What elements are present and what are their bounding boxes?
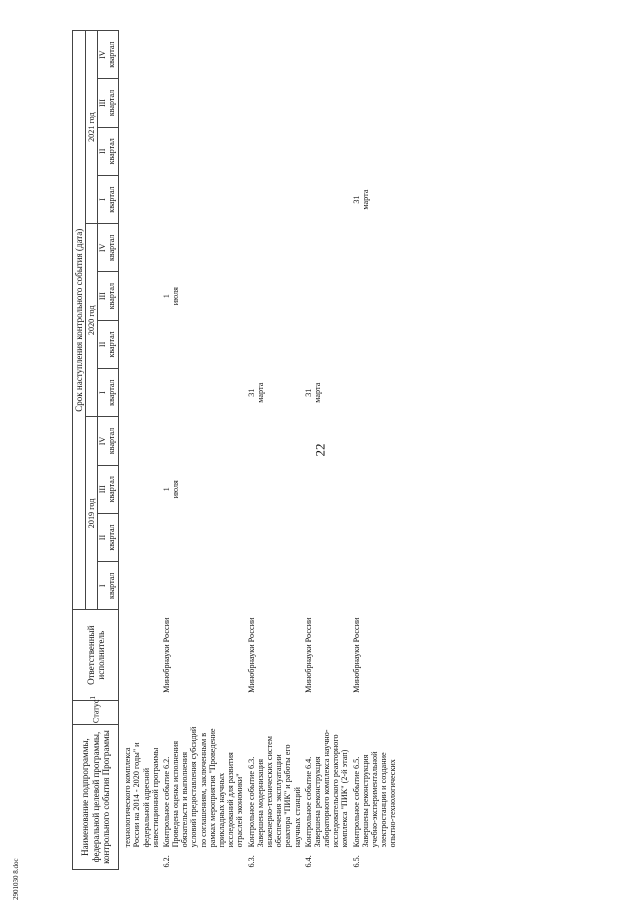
date-cell [161,320,246,368]
date-cell [303,175,351,223]
date-cell [351,562,399,610]
date-cell [303,31,351,79]
date-cell [119,513,161,561]
header-quarter: III квартал [98,465,119,513]
table-row [303,31,351,870]
date-cell [161,369,246,417]
date-cell [303,272,351,320]
header-quarter: IV квартал [98,417,119,465]
row-number: 6.3. [246,855,256,868]
control-events-table [72,30,399,870]
responsible-cell: Минобрнауки России [246,617,256,693]
date-cell: 1 июля [161,287,181,306]
date-cell [161,562,246,610]
date-cell: 31 марта [351,189,370,210]
header-quarter: I квартал [98,369,119,417]
date-cell [303,79,351,127]
date-cell [351,127,399,175]
date-cell [119,79,161,127]
date-cell [119,369,161,417]
date-cell [161,127,246,175]
header-responsible: Ответственный исполнитель [73,610,119,701]
date-cell [351,79,399,127]
date-cell [351,465,399,513]
responsible-cell [119,610,161,701]
header-quarter: IV квартал [98,224,119,272]
date-cell [119,272,161,320]
date-cell [246,31,303,79]
table-row [119,31,161,870]
header-quarter: II квартал [98,320,119,368]
date-cell [161,417,246,465]
responsible-cell: Минобрнауки России [351,617,361,693]
date-cell [246,79,303,127]
header-quarter: II квартал [98,513,119,561]
date-cell [161,513,246,561]
date-cell [351,320,399,368]
header-quarter: I квартал [98,562,119,610]
responsible-cell: Минобрнауки России [161,617,171,693]
header-year-2019: 2019 год [86,417,98,610]
date-cell [303,465,351,513]
date-cell [351,417,399,465]
status-cell [303,701,351,725]
header-quarter: III квартал [98,272,119,320]
header-status: Статус$^1$ [73,701,119,725]
table-row [161,31,246,870]
header-quarter: III квартал [98,79,119,127]
status-cell [161,701,246,725]
date-cell [119,224,161,272]
date-cell: 31 марта [303,382,322,403]
date-cell [246,175,303,223]
status-cell [246,701,303,725]
event-description: Контрольное событие 6.4. Завершена реконструкция лабораторного комплекса научно-исследовательского реакторного комплекса "ПИК" (2-й этап) [303,729,350,848]
date-cell [246,465,303,513]
date-cell [119,417,161,465]
date-cell [351,369,399,417]
table-row [351,31,399,870]
date-cell [246,320,303,368]
date-cell [246,562,303,610]
event-description: Контрольное событие 6.5. Завершены реконструкция учебно-экспериментальной электростанции и создание опытно-технологических [351,751,398,848]
date-cell [246,417,303,465]
header-deadline: Срок наступления контрольного события (дата) [73,31,86,610]
status-cell [119,701,161,725]
status-cell [351,701,399,725]
date-cell [119,320,161,368]
date-cell [119,31,161,79]
date-cell [303,417,351,465]
header-quarter: I квартал [98,175,119,223]
event-description: Контрольное событие 6.3. Завершена модернизация инженерно-технических систем обеспечения эксплуатации реактора "ПИК" и работы его научных станций [246,736,302,848]
header-name: Наименование подпрограммы, федеральной целевой программы, контрольного события Программы [73,725,119,870]
rotated-table-container [72,30,502,870]
date-cell [351,224,399,272]
date-cell [351,31,399,79]
header-year-2021: 2021 год [86,31,98,224]
date-cell [119,562,161,610]
date-cell [161,224,246,272]
date-cell [303,320,351,368]
date-cell [161,31,246,79]
footer-filename: 2901030 8.doc [12,858,20,900]
row-number: 6.4. [303,855,313,868]
event-description: Контрольное событие 6.2. Проведена оценка исполнения обязательств и выполнения условий предоставления субсидий по соглашениям, заключенным в рамках мероприятия "Проведение прикладных научных исследований для развития отраслей экономики" [161,726,245,848]
date-cell [161,175,246,223]
date-cell [119,465,161,513]
header-year-2020: 2020 год [86,224,98,417]
date-cell [303,127,351,175]
date-cell [161,79,246,127]
responsible-cell: Минобрнауки России [303,617,313,693]
event-description: технологического комплекса России на 2014 - 2020 годы" и федеральной адресной инвестиционной программы [123,742,160,848]
date-cell: 31 марта [246,382,265,403]
date-cell [303,562,351,610]
date-cell [246,224,303,272]
date-cell [119,175,161,223]
date-cell [246,513,303,561]
table-row [246,31,303,870]
date-cell [351,272,399,320]
date-cell: 1 июля [161,480,181,499]
date-cell [246,127,303,175]
date-cell [119,127,161,175]
row-number [119,849,161,869]
header-quarter: II квартал [98,127,119,175]
row-number: 6.2. [161,855,171,868]
date-cell [303,513,351,561]
header-quarter: IV квартал [98,31,119,79]
page-number: 22 [312,443,327,457]
row-number: 6.5. [351,855,361,868]
date-cell [246,272,303,320]
date-cell [303,224,351,272]
date-cell [351,513,399,561]
